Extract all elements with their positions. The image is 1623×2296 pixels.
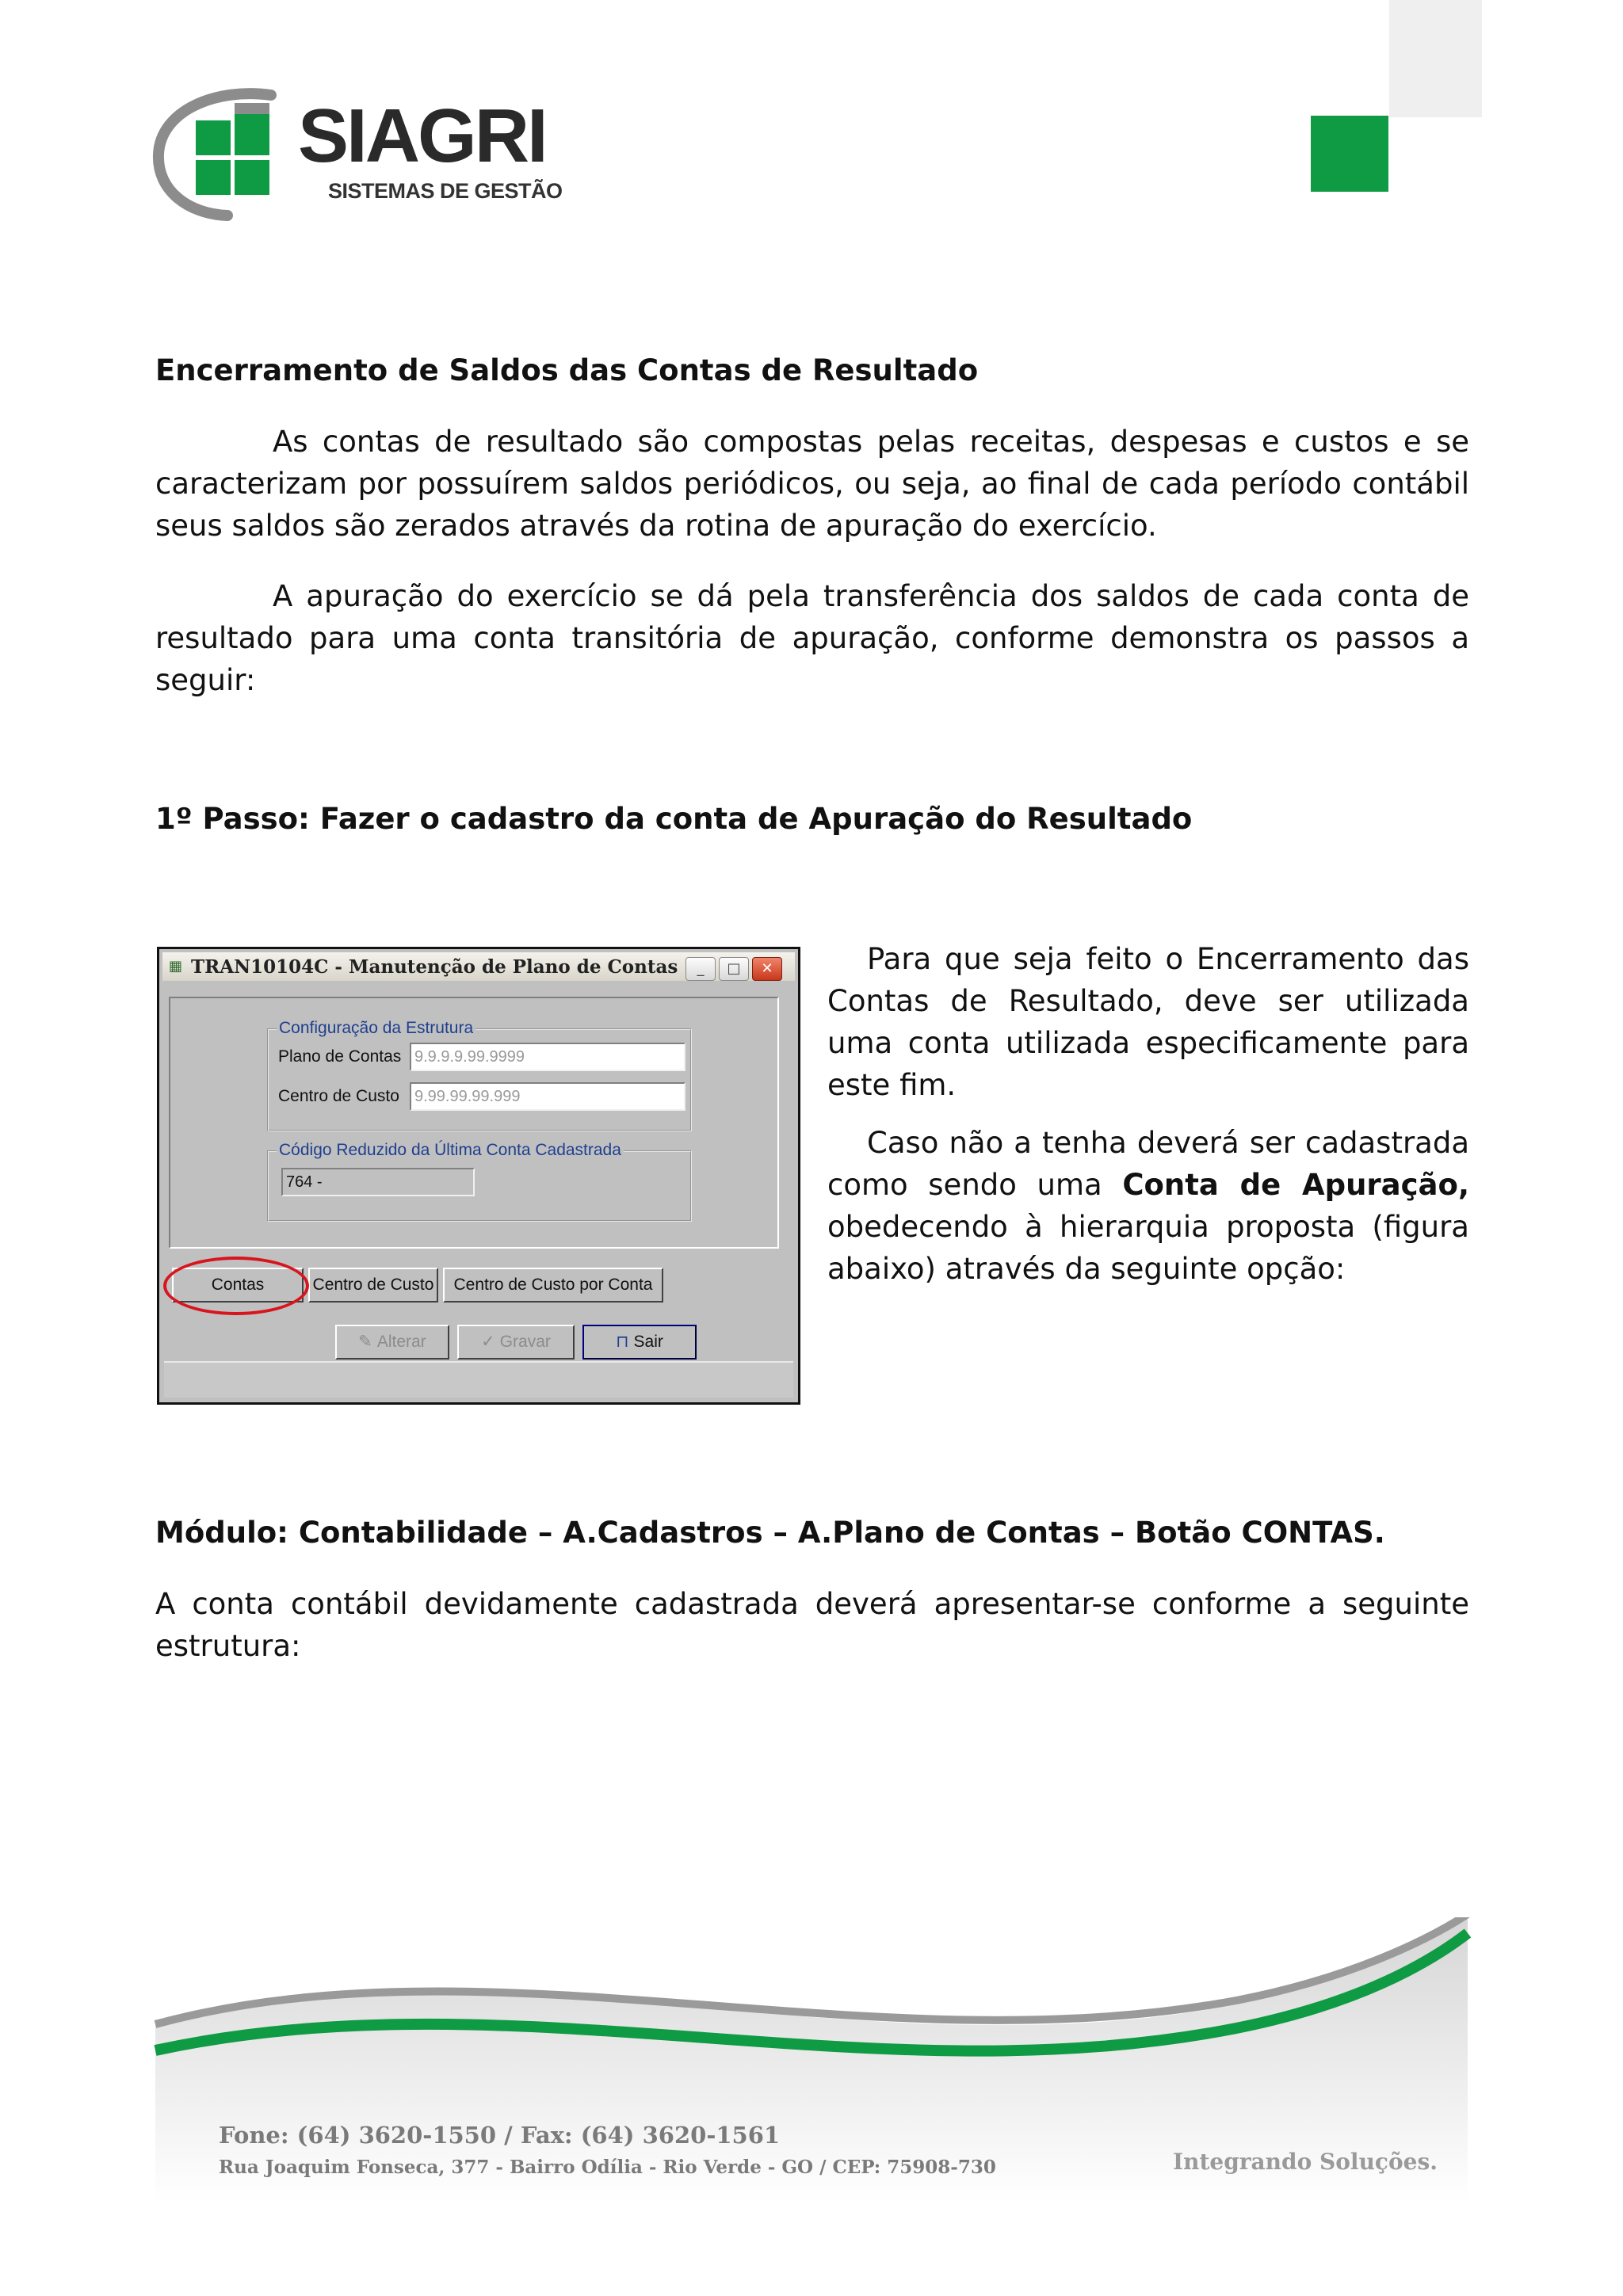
contas-button[interactable]: Contas [172, 1268, 304, 1302]
side-paragraph-2-start: Caso não a tenha deverá ser cadastrada como sendo uma [827, 1126, 1469, 1202]
check-icon: ✓ [481, 1333, 495, 1351]
app-icon: ▦ [169, 958, 183, 974]
centro-de-custo-label: Centro de Custo [278, 1087, 399, 1105]
footer-phone: Fone: (64) 3620-1550 / Fax: (64) 3620-1561 [219, 2122, 781, 2149]
minimize-icon[interactable]: _ [685, 957, 716, 981]
group-codigo-reduzido [267, 1141, 692, 1222]
window-main-panel [169, 997, 779, 1249]
paragraph-structure [155, 1583, 1469, 1667]
side-paragraph-1: Para que seja feito o Encerramento das Contas de Resultado, deve ser utilizada uma conta utilizada especificamente para este fim. [827, 942, 1469, 1102]
group-codigo-label: Código Reduzido da Última Conta Cadastrada [277, 1141, 624, 1160]
footer-address: Rua Joaquim Fonseca, 377 - Bairro Odília - Rio Verde - GO / CEP: 75908-730 [219, 2157, 996, 2178]
codigo-reduzido-field: 764 - [281, 1168, 475, 1196]
logo-wordmark: SIAGRI [298, 93, 546, 178]
logo-subtitle: SISTEMAS DE GESTÃO [328, 179, 563, 203]
alterar-label: Alterar [376, 1333, 426, 1351]
footer-slogan: Integrando Soluções. [1173, 2149, 1438, 2175]
group-configuracao-label: Configuração da Estrutura [277, 1019, 475, 1038]
side-paragraph-2 [827, 1122, 1469, 1290]
sair-button[interactable] [582, 1325, 697, 1360]
group-configuracao [267, 1019, 692, 1131]
module-path: Módulo: Contabilidade – A.Cadastros – A.Plano de Contas – Botão CONTAS. [155, 1516, 1385, 1550]
conta-de-apuracao-bold: Conta de Apuração, [1122, 1168, 1469, 1202]
close-icon[interactable]: ✕ [752, 957, 782, 981]
paragraph-1: As contas de resultado são compostas pelas receitas, despesas e custos e se caracterizam por possuírem saldos periódicos, ou seja, ao final de cada período contábil seus saldos são zerados através da rotina de apuração do exercício. [155, 425, 1469, 543]
corner-gray-block [1389, 0, 1482, 117]
centro-de-custo-por-conta-button[interactable]: Centro de Custo por Conta [443, 1268, 663, 1302]
plano-de-contas-label: Plano de Contas [278, 1047, 402, 1066]
paragraph-3: A conta contábil devidamente cadastrada deverá apresentar-se conforme a seguinte estrutura: [155, 1587, 1469, 1663]
side-text [827, 938, 1469, 1290]
gravar-label: Gravar [499, 1333, 551, 1351]
side-paragraph-2-end: obedecendo à hierarquia proposta (figura abaixo) através da seguinte opção: [827, 1210, 1469, 1286]
centro-de-custo-button[interactable]: Centro de Custo [308, 1268, 438, 1302]
document-title: Encerramento de Saldos das Contas de Resultado [155, 353, 979, 387]
siagri-logo [152, 87, 572, 222]
paragraph-2: A apuração do exercício se dá pela transferência dos saldos de cada conta de resultado para uma conta transitória de apuração, conforme demonstra os passos a seguir: [155, 579, 1469, 697]
highlight-circle [163, 1257, 309, 1315]
step1-heading: 1º Passo: Fazer o cadastro da conta de Apuração do Resultado [155, 802, 1193, 836]
exit-door-icon: ⊓ [616, 1333, 629, 1351]
centro-de-custo-field[interactable]: 9.99.99.99.999 [410, 1082, 685, 1111]
window-titlebar [162, 952, 795, 981]
alterar-button[interactable] [335, 1325, 449, 1360]
plano-de-contas-window-screenshot [157, 947, 800, 1405]
corner-green-block [1311, 116, 1388, 192]
window-status-bar [164, 1361, 793, 1398]
plano-de-contas-field[interactable]: 9.9.9.9.99.9999 [410, 1043, 685, 1071]
paragraph-intro [155, 421, 1469, 547]
logo-mark-icon [152, 87, 311, 222]
maximize-icon[interactable]: □ [719, 957, 749, 981]
sair-label: Sair [633, 1333, 663, 1351]
edit-icon: ✎ [358, 1333, 372, 1351]
paragraph-apuracao [155, 575, 1469, 701]
gravar-button[interactable] [457, 1325, 575, 1360]
window-title: TRAN10104C - Manutenção de Plano de Contas [191, 956, 678, 978]
